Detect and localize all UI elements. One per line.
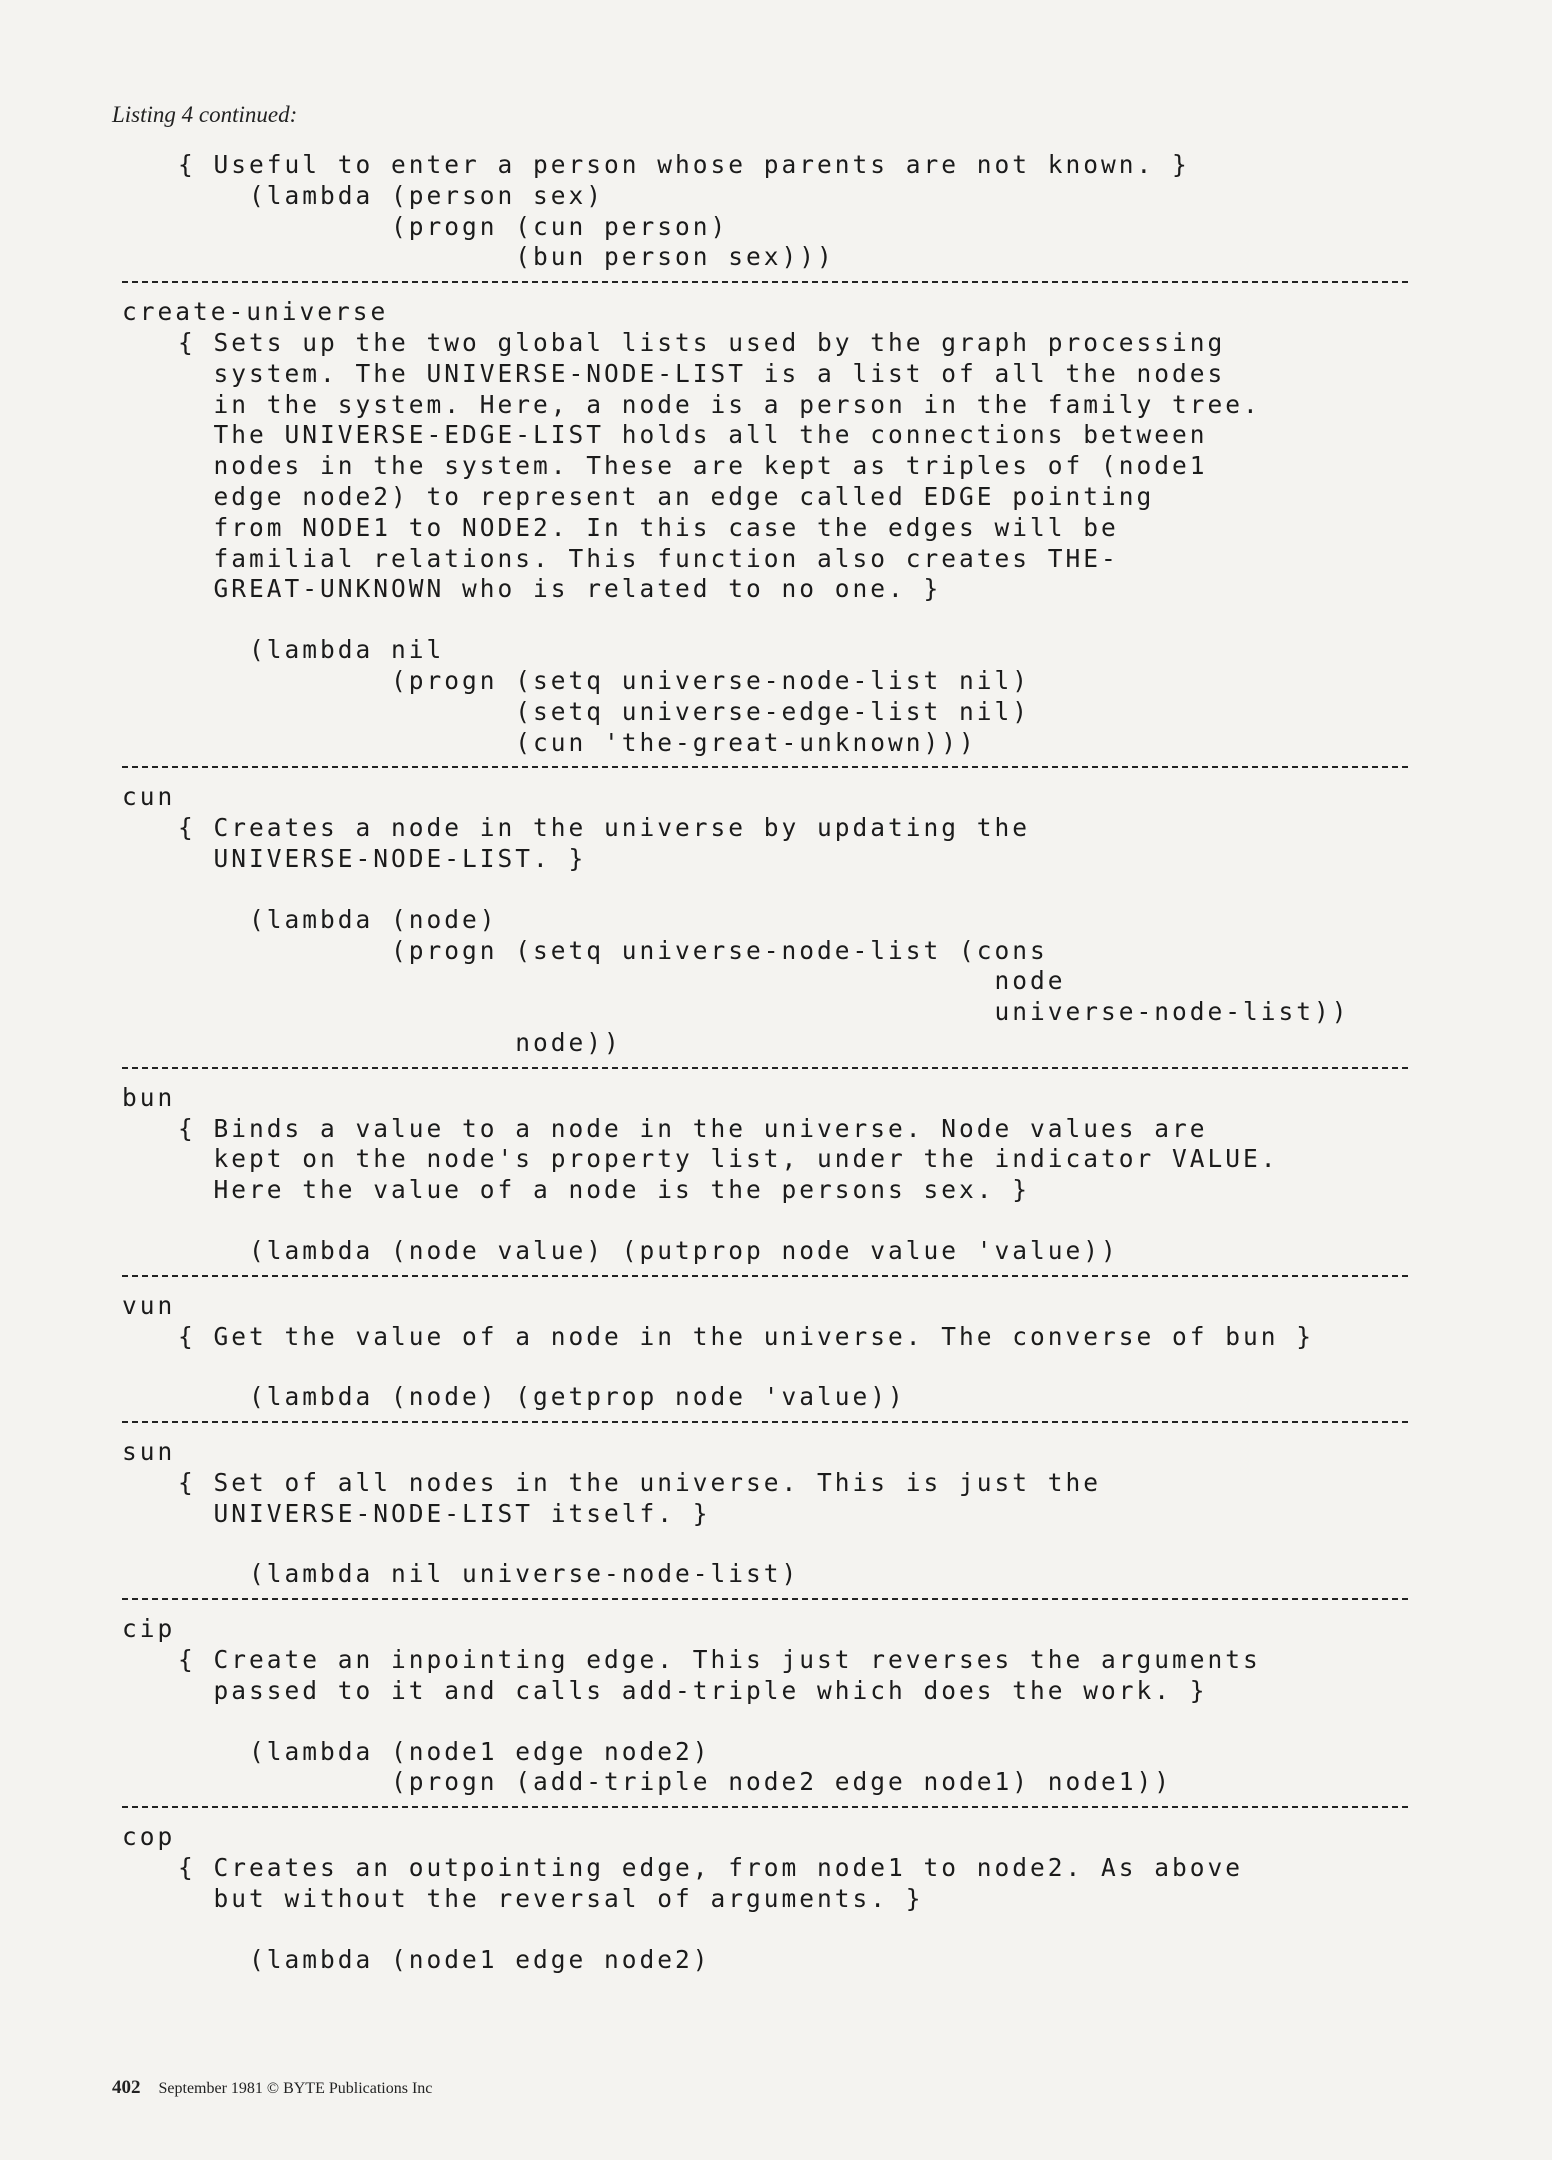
- page-footer: [112, 2077, 432, 2099]
- function-section: [122, 1822, 1412, 1975]
- function-section: [122, 1083, 1412, 1267]
- function-name: sun: [122, 1437, 176, 1467]
- publication-credit: September 1981 © BYTE Publications Inc: [158, 2080, 433, 2097]
- doc-comment: { Create an inpointing edge. This just reverses the arguments passed to it and calls add-triple which does the work. }: [178, 1645, 1261, 1705]
- function-code: (lambda nil (progn (setq universe-node-list nil) (setq universe-edge-list nil) (cun 'the-great-unknown))): [249, 635, 1031, 757]
- listing-header: [122, 150, 1412, 273]
- function-code: (lambda (node value) (putprop node value 'value)): [178, 1235, 1119, 1265]
- dashed-divider: [122, 1421, 1408, 1423]
- doc-comment: { Creates an outpointing edge, from node1 to node2. As above but without the reversal of arguments. }: [178, 1853, 1244, 1913]
- function-name: create-universe: [122, 297, 389, 327]
- function-section: [122, 1291, 1412, 1413]
- dashed-divider: [122, 281, 1408, 283]
- function-code: (lambda (node1 edge node2) (progn (add-triple node2 edge node1) node1)): [249, 1736, 1173, 1797]
- header-doc-comment: { Useful to enter a person whose parents are not known. }: [178, 150, 1190, 179]
- function-code: (lambda nil universe-node-list): [178, 1559, 800, 1589]
- listing-caption: Listing 4 continued:: [112, 102, 298, 127]
- dashed-divider: [122, 1067, 1408, 1069]
- function-section: [122, 1437, 1412, 1590]
- function-code: (lambda (node) (getprop node 'value)): [178, 1382, 906, 1412]
- function-section: [122, 782, 1412, 1058]
- page-number: 402: [112, 2077, 141, 2098]
- dashed-divider: [122, 1598, 1408, 1600]
- dashed-divider: [122, 1806, 1408, 1808]
- function-name: bun: [122, 1082, 176, 1112]
- function-code: (lambda (node) (progn (setq universe-node-list (cons node universe-node-list)) node)): [249, 904, 1350, 1057]
- code-listing: [122, 150, 1412, 1975]
- doc-comment: { Sets up the two global lists used by the graph processing system. The UNIVERSE-NODE-LIST is a list of all the nodes in the system. Here, a node is a person in the family tree. The UNIVERSE-EDGE-LIST holds all the connections between nodes in the system. These are kept as triples of (node1 edge node2) to represent an edge called EDGE pointing from NODE1 to NODE2. In this case the edges will be familial relations. This function also creates THE- GREAT-UNKNOWN who is related to no one. }: [178, 327, 1261, 604]
- doc-comment: { Binds a value to a node in the universe. Node values are kept on the node's property list, under the indicator VALUE. Here the value of a node is the persons sex. }: [178, 1113, 1279, 1205]
- dashed-divider: [122, 1275, 1408, 1277]
- function-section: [122, 297, 1412, 758]
- function-section: [122, 1614, 1412, 1798]
- function-name: cun: [122, 782, 176, 812]
- doc-comment: { Creates a node in the universe by updating the UNIVERSE-NODE-LIST. }: [178, 813, 1031, 873]
- dashed-divider: [122, 766, 1408, 768]
- function-code: (lambda (node1 edge node2): [178, 1944, 711, 1974]
- function-name: vun: [122, 1290, 176, 1320]
- doc-comment: { Get the value of a node in the universe. The converse of bun }: [178, 1321, 1315, 1351]
- function-name: cop: [122, 1822, 176, 1852]
- function-name: cip: [122, 1614, 176, 1644]
- header-code: (lambda (person sex) (progn (cun person) (bun person sex))): [249, 180, 835, 272]
- doc-comment: { Set of all nodes in the universe. This is just the UNIVERSE-NODE-LIST itself. }: [178, 1467, 1102, 1528]
